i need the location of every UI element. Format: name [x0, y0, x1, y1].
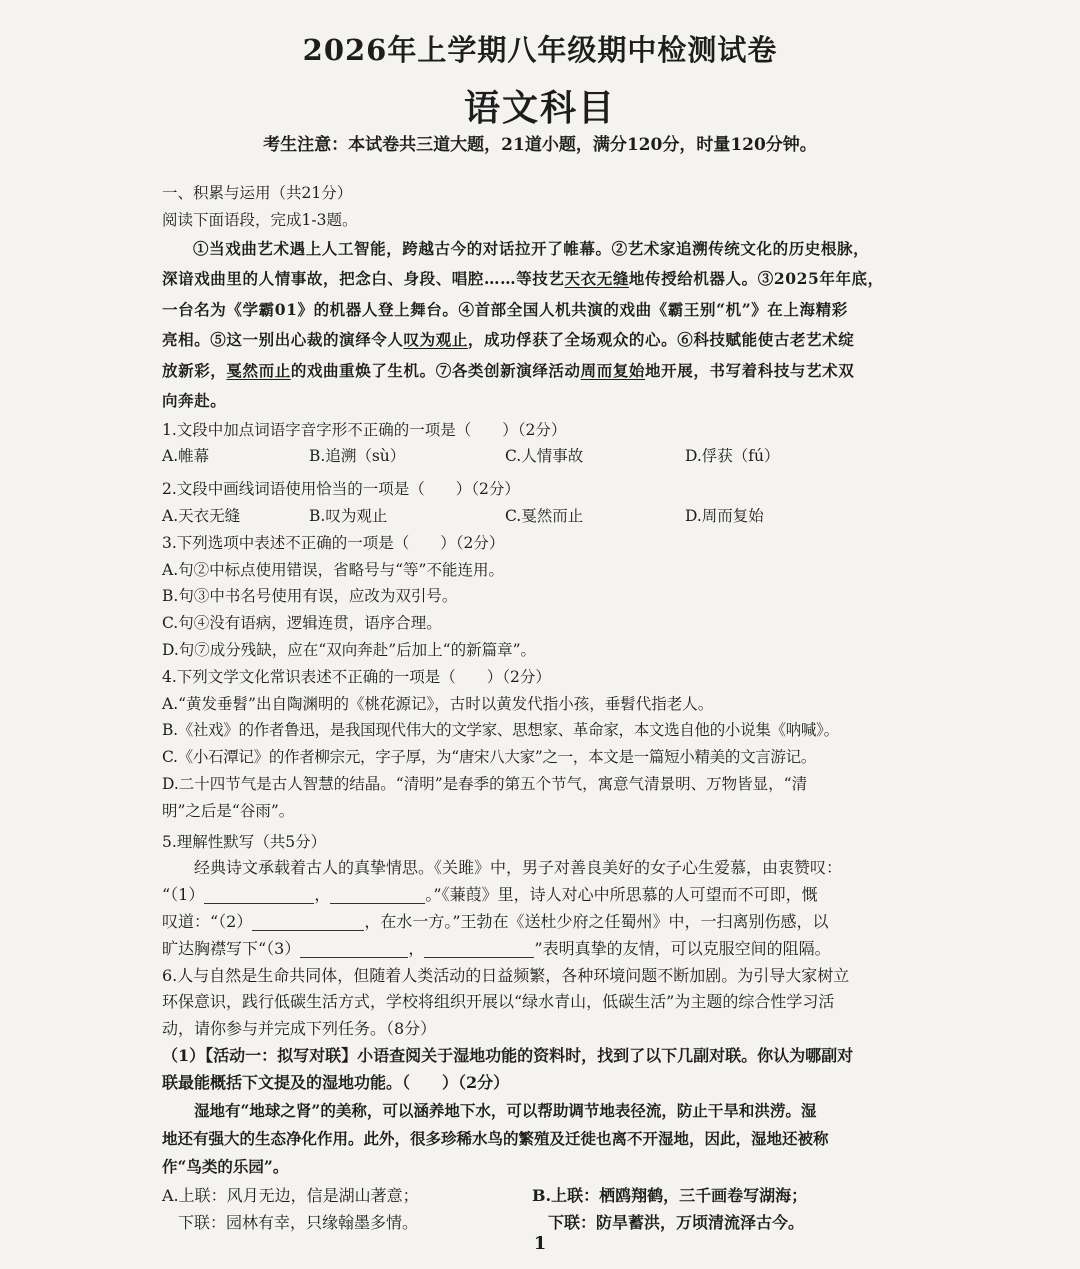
underlined-word: 叹为观止 — [403, 330, 468, 350]
wetland-line: 湿地有“地球之肾”的美称，可以涵养地下水，可以帮助调节地表径流，防止干旱和洪涝。湿 — [194, 1100, 817, 1120]
wetland-line: 作“鸟类的乐园”。 — [162, 1156, 289, 1176]
answer-blank[interactable] — [300, 939, 408, 958]
answer-blank[interactable] — [330, 885, 425, 904]
option-a-lower: 下联：园林有幸，只缘翰墨多情。 — [178, 1213, 419, 1233]
answer-blank[interactable] — [204, 885, 314, 904]
underlined-word: 戛然而止 — [226, 360, 291, 380]
wetland-passage — [162, 1097, 910, 1181]
question-6-stem: 6.人与自然是生命共同体，但随着人类活动的日益频繁，各种环境问题不断加剧。为引导大家树立 — [162, 965, 850, 985]
activity-1-stem: 联最能概括下文提及的湿地功能。（ ）（2分） — [162, 1072, 510, 1092]
option-c: C.《小石潭记》的作者柳宗元，字子厚，为“唐宋八大家”之一，本文是一篇短小精美的文言游记。 — [162, 748, 817, 767]
passage-line: 放新彩，戛然而止的戏曲重焕了生机。⑦各类创新演绎活动周而复始地开展，书写着科技与艺术双 — [162, 360, 855, 380]
q5-line: “（1） ， 。”《蒹葭》里，诗人对心中所思慕的人可望而不可即，慨 — [162, 885, 818, 905]
option-b: B.句③中书名号使用有误，应改为双引号。 — [162, 587, 458, 606]
exam-body — [162, 180, 910, 1237]
subject-title: 语文科目 — [463, 87, 616, 129]
section-heading: 一、积累与运用（共21分） — [162, 184, 353, 202]
question-2-stem: 2.文段中画线词语使用恰当的一项是（ ）（2分） — [162, 480, 520, 499]
passage-line: 一台名为《学霸01》的机器人登上舞台。④首部全国人机共演的戏曲《霸王别“机”》在上海精彩 — [162, 299, 848, 319]
question-6-stem: 动，请你参与并完成下列任务。（8分） — [162, 1019, 437, 1039]
option-d: D.俘获（fú） — [685, 447, 780, 466]
q5-line: 叹道：“（2） ，在水一方。”王勃在《送杜少府之任蜀州》中，一扫离别伤感，以 — [162, 911, 829, 931]
option-d-cont: 明”之后是“谷雨”。 — [162, 801, 295, 820]
wetland-line: 地还有强大的生态净化作用。此外，很多珍稀水鸟的繁殖及迁徙也离不开湿地，因此，湿地还被称 — [162, 1128, 829, 1148]
page-number: 1 — [533, 1233, 547, 1254]
couplet-options — [162, 1183, 910, 1238]
passage-line: 深谙戏曲里的人情事故，把念白、身段、唱腔……等技艺天衣无缝地传授给机器人。③2025年年底， — [162, 269, 884, 289]
reading-intro: 阅读下面语段，完成1-3题。 — [162, 210, 358, 229]
option-c: C.戛然而止 — [505, 506, 584, 525]
q5-line: 旷达胸襟写下“（3） ， ”表明真挚的友情，可以克服空间的阻隔。 — [162, 938, 831, 958]
option-d: D.二十四节气是古人智慧的结晶。“清明”是春季的第五个节气，寓意气清景明、万物皆显，“清 — [162, 774, 808, 793]
question-5-stem: 5.理解性默写（共5分） — [162, 832, 327, 851]
reading-passage — [162, 234, 910, 417]
option-a: A.帷幕 — [162, 447, 210, 466]
option-b: B.追溯（sù） — [309, 447, 406, 466]
passage-line: 向奔赴。 — [162, 391, 227, 411]
passage-line: ①当戏曲艺术遇上人工智能，跨越古今的对话拉开了帷幕。②艺术家追溯传统文化的历史根脉， — [193, 238, 870, 258]
passage-line: 亮相。⑤这一别出心裁的演绎令人叹为观止，成功俘获了全场观众的心。⑥科技赋能使古老艺术绽 — [162, 330, 855, 350]
option-c: C.句④没有语病，逻辑连贯，语序合理。 — [162, 614, 442, 633]
underlined-word: 周而复始 — [580, 360, 646, 380]
answer-blank[interactable] — [252, 912, 364, 931]
option-b: B.《社戏》的作者鲁迅，是我国现代伟大的文学家、思想家、革命家，本文选自他的小说集《呐喊》。 — [162, 721, 839, 740]
exam-notice: 考生注意：本试卷共三道大题，21道小题，满分120分，时量120分钟。 — [263, 135, 817, 155]
option-b-lower: 下联：防旱蓄洪，万顷清流泽古今。 — [548, 1213, 805, 1233]
option-a: A.句②中标点使用错误，省略号与“等”不能连用。 — [162, 560, 504, 579]
option-b: B.叹为观止 — [309, 506, 388, 525]
option-d: D.句⑦成分残缺，应在“双向奔赴”后加上“的新篇章”。 — [162, 640, 536, 659]
exam-title: 2026年上学期八年级期中检测试卷 — [302, 33, 778, 67]
question-3-stem: 3.下列选项中表述不正确的一项是（ ）（2分） — [162, 533, 505, 552]
activity-1-stem: （1）【活动一：拟写对联】小语查阅关于湿地功能的资料时，找到了以下几副对联。你认为哪副对 — [162, 1045, 854, 1065]
option-a-upper: A.上联：风月无边，信是湖山著意； — [162, 1185, 419, 1205]
q5-line: 经典诗文承载着古人的真挚情思。《关雎》中，男子对善良美好的女子心生爱慕，由衷赞叹： — [194, 858, 843, 878]
question-1-options — [162, 443, 910, 470]
question-1-stem: 1.文段中加点词语字音字形不正确的一项是（ ）（2分） — [162, 420, 567, 439]
option-d: D.周而复始 — [685, 506, 764, 525]
option-a: A.“黄发垂髫”出自陶渊明的《桃花源记》，古时以黄发代指小孩，垂髫代指老人。 — [162, 694, 714, 713]
option-c: C.人情事故 — [505, 447, 584, 466]
option-a: A.天衣无缝 — [162, 506, 241, 525]
question-2-options — [162, 503, 910, 530]
answer-blank[interactable] — [424, 939, 534, 958]
underlined-word: 天衣无缝 — [564, 269, 629, 289]
question-6-stem: 环保意识，践行低碳生活方式，学校将组织开展以“绿水青山，低碳生活”为主题的综合性学习活 — [162, 992, 835, 1012]
question-4-stem: 4.下列文学文化常识表述不正确的一项是（ ）（2分） — [162, 667, 551, 686]
option-b-upper: B.上联：栖鸥翔鹤，三千画卷写湖海； — [532, 1185, 808, 1205]
